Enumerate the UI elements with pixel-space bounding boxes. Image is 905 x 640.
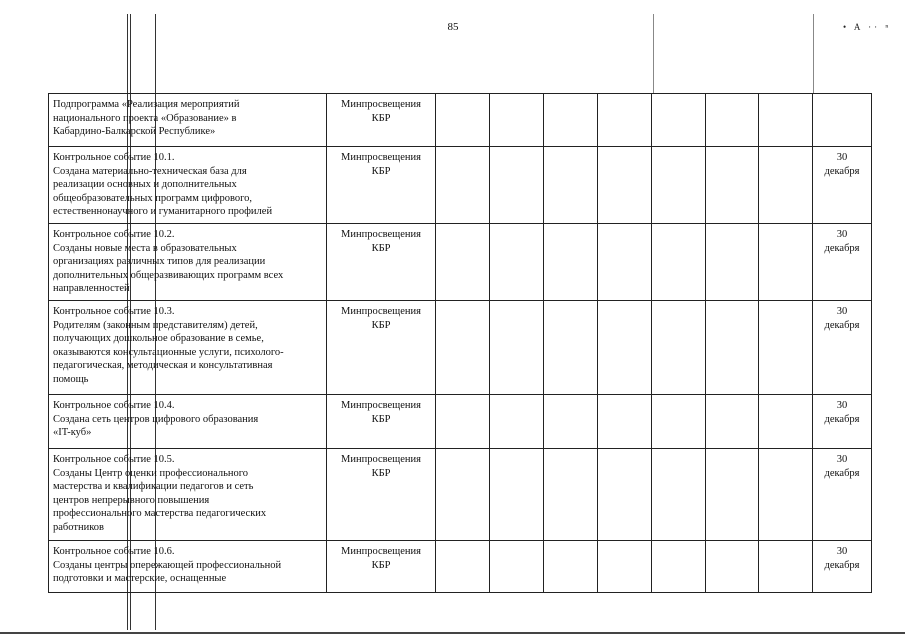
deadline-cell: [813, 94, 872, 147]
executor-cell-line: КБР: [371, 467, 391, 479]
empty-cell: [544, 301, 598, 395]
empty-cell: [598, 94, 652, 147]
event-name-cell-line: Кабардино-Балкарской Республике»: [53, 126, 216, 137]
event-name-cell-line: дополнительных общеразвивающих программ всех: [53, 269, 284, 281]
event-name-cell-line: оказываются консультационные услуги, психолого-: [53, 346, 284, 358]
table-row: [49, 301, 872, 395]
deadline-cell: [813, 224, 872, 301]
deadline-cell: [813, 395, 872, 449]
event-name-cell-line: профессионального мастерства педагогических: [53, 508, 267, 519]
empty-cell: [544, 541, 598, 593]
event-name-cell-line: подготовки и мастерские, оснащенные: [53, 573, 227, 584]
executor-cell: [327, 224, 436, 301]
bottom-rule: [0, 632, 905, 634]
empty-cell: [706, 449, 759, 541]
executor-cell-line: Минпросвещения: [341, 546, 421, 557]
deadline-cell-line: 30: [836, 454, 848, 465]
event-name-cell: [49, 395, 327, 449]
table-row: [49, 449, 872, 541]
table-row: [49, 147, 872, 224]
event-name-cell-line: реализации основных и дополнительных: [53, 179, 237, 190]
deadline-cell-line: декабря: [824, 413, 860, 425]
empty-cell: [598, 301, 652, 395]
event-name-cell-line: Контрольное событие 10.3.: [53, 306, 175, 317]
deadline-cell-line: декабря: [824, 319, 860, 331]
event-name-cell-line: Контрольное событие 10.1.: [53, 152, 175, 163]
executor-cell-line: Минпросвещения: [341, 152, 421, 163]
empty-cell: [598, 449, 652, 541]
empty-cell: [436, 147, 490, 224]
executor-cell-line: КБР: [371, 112, 391, 124]
table-row: [49, 224, 872, 301]
executor-cell-line: Минпросвещения: [341, 400, 421, 411]
empty-cell: [706, 301, 759, 395]
executor-cell: [327, 541, 436, 593]
event-name-cell-line: «IT-куб»: [53, 427, 92, 438]
empty-cell: [759, 301, 813, 395]
empty-cell: [652, 224, 706, 301]
executor-cell-line: КБР: [371, 165, 391, 177]
executor-cell-line: Минпросвещения: [341, 99, 421, 110]
deadline-cell-line: 30: [836, 306, 848, 317]
plan-table: [48, 93, 872, 593]
empty-cell: [706, 224, 759, 301]
empty-cell: [759, 541, 813, 593]
event-name-cell-line: Родителям (законным представителям) детей,: [53, 319, 258, 331]
plan-table-body: [49, 94, 872, 593]
empty-cell: [652, 301, 706, 395]
executor-cell: [327, 449, 436, 541]
empty-cell: [436, 541, 490, 593]
event-name-cell: [49, 224, 327, 301]
empty-cell: [759, 224, 813, 301]
empty-cell: [598, 395, 652, 449]
empty-cell: [544, 147, 598, 224]
empty-cell: [652, 94, 706, 147]
event-name-cell: [49, 94, 327, 147]
empty-cell: [652, 395, 706, 449]
empty-cell: [490, 449, 544, 541]
event-name-cell-line: педагогическая, методическая и консультативная: [53, 360, 273, 371]
empty-cell: [436, 301, 490, 395]
deadline-cell-line: 30: [836, 229, 848, 240]
empty-cell: [706, 541, 759, 593]
empty-cell: [759, 94, 813, 147]
event-name-cell-line: Созданы центры опережающей профессиональной: [53, 559, 282, 571]
deadline-cell: [813, 449, 872, 541]
empty-cell: [652, 449, 706, 541]
empty-cell: [759, 147, 813, 224]
empty-cell: [544, 94, 598, 147]
executor-cell-line: КБР: [371, 413, 391, 425]
empty-cell: [436, 449, 490, 541]
scan-line: [813, 14, 814, 94]
event-name-cell: [49, 147, 327, 224]
empty-cell: [652, 147, 706, 224]
empty-cell: [598, 147, 652, 224]
event-name-cell: [49, 301, 327, 395]
empty-cell: [436, 224, 490, 301]
executor-cell: [327, 395, 436, 449]
event-name-cell: [49, 541, 327, 593]
executor-cell: [327, 301, 436, 395]
empty-cell: [598, 541, 652, 593]
empty-cell: [436, 94, 490, 147]
executor-cell-line: КБР: [371, 319, 391, 331]
event-name-cell-line: мастерства и квалификации педагогов и сеть: [53, 481, 254, 492]
empty-cell: [544, 449, 598, 541]
deadline-cell-line: 30: [836, 546, 848, 557]
empty-cell: [706, 147, 759, 224]
event-name-cell-line: Созданы Центр оценки профессионального: [53, 467, 249, 479]
event-name-cell-line: Контрольное событие 10.4.: [53, 400, 175, 411]
table-row: [49, 395, 872, 449]
empty-cell: [706, 395, 759, 449]
deadline-cell: [813, 147, 872, 224]
empty-cell: [490, 395, 544, 449]
event-name-cell-line: общеобразовательных программ цифрового,: [53, 192, 253, 204]
event-name-cell: [49, 449, 327, 541]
empty-cell: [544, 224, 598, 301]
executor-cell: [327, 147, 436, 224]
empty-cell: [759, 449, 813, 541]
event-name-cell-line: Созданы новые места в образовательных: [53, 242, 237, 254]
executor-cell: [327, 94, 436, 147]
empty-cell: [598, 224, 652, 301]
corner-marks: • A ·· ⁿ: [843, 22, 892, 32]
deadline-cell-line: декабря: [824, 467, 860, 479]
executor-cell-line: Минпросвещения: [341, 306, 421, 317]
deadline-cell-line: 30: [836, 400, 848, 411]
executor-cell-line: КБР: [371, 242, 391, 254]
empty-cell: [490, 94, 544, 147]
deadline-cell-line: декабря: [824, 559, 860, 571]
event-name-cell-line: Создана сеть центров цифрового образования: [53, 413, 259, 425]
executor-cell-line: Минпросвещения: [341, 229, 421, 240]
empty-cell: [490, 541, 544, 593]
event-name-cell-line: Контрольное событие 10.5.: [53, 454, 175, 465]
event-name-cell-line: Контрольное событие 10.2.: [53, 229, 175, 240]
deadline-cell-line: 30: [836, 152, 848, 163]
event-name-cell-line: центров непрерывного повышения: [53, 494, 210, 506]
event-name-cell-line: национального проекта «Образование» в: [53, 112, 237, 124]
deadline-cell-line: декабря: [824, 242, 860, 254]
table-row: [49, 94, 872, 147]
executor-cell-line: КБР: [371, 559, 391, 571]
table-row: [49, 541, 872, 593]
event-name-cell-line: Подпрограмма «Реализация мероприятий: [53, 99, 240, 110]
empty-cell: [652, 541, 706, 593]
event-name-cell-line: организациях различных типов для реализации: [53, 256, 266, 267]
event-name-cell-line: работников: [53, 521, 104, 533]
page-number: 85: [447, 21, 459, 33]
empty-cell: [490, 147, 544, 224]
empty-cell: [490, 224, 544, 301]
executor-cell-line: Минпросвещения: [341, 454, 421, 465]
event-name-cell-line: Контрольное событие 10.6.: [53, 546, 175, 557]
event-name-cell-line: получающих дошкольное образование в семье,: [53, 333, 264, 344]
empty-cell: [759, 395, 813, 449]
deadline-cell-line: декабря: [824, 165, 860, 177]
event-name-cell-line: Создана материально-техническая база для: [53, 165, 247, 177]
deadline-cell: [813, 541, 872, 593]
empty-cell: [436, 395, 490, 449]
event-name-cell-line: помощь: [53, 373, 89, 385]
scan-line: [653, 14, 654, 94]
empty-cell: [706, 94, 759, 147]
empty-cell: [544, 395, 598, 449]
event-name-cell-line: направленностей: [53, 283, 130, 294]
event-name-cell-line: естественнонаучного и гуманитарного профилей: [53, 206, 273, 217]
deadline-cell: [813, 301, 872, 395]
empty-cell: [490, 301, 544, 395]
